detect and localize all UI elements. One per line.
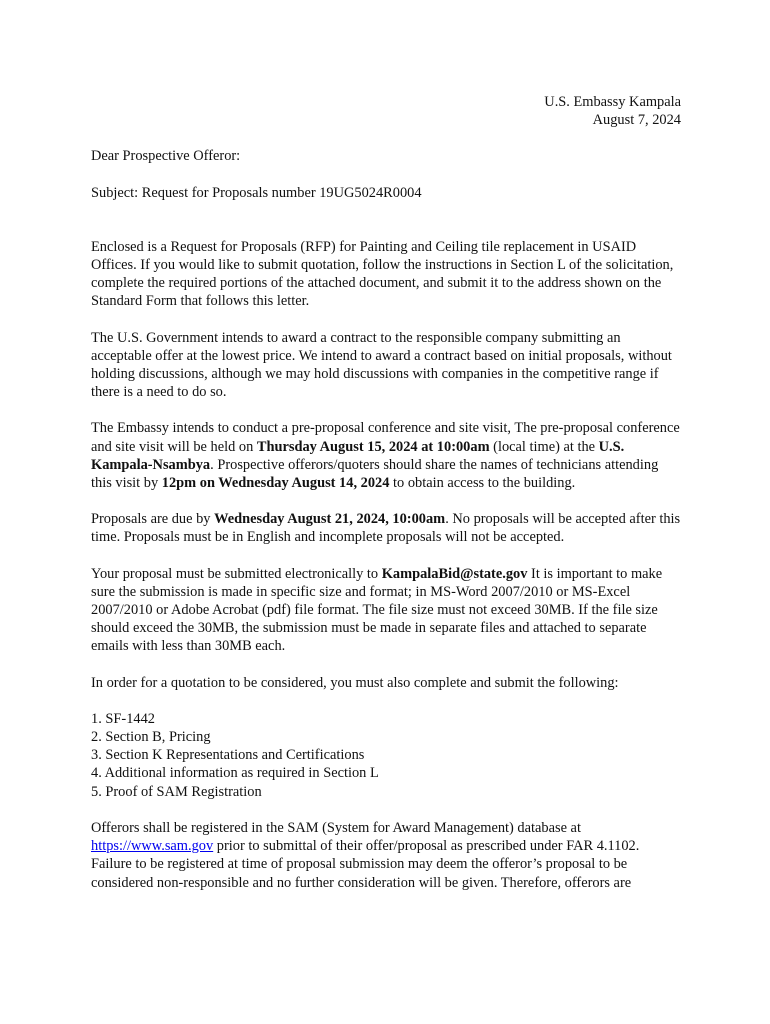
paragraph-rfp-intro: Enclosed is a Request for Proposals (RFP) for Painting and Ceiling tile replacement in USAID Offices. If you would like to submit quotation, follow the instructions in Section L of the solicitation, complete the required portions of the attached document, and submit it to the address shown on the Standard Form that follows this letter. <box>91 238 674 310</box>
sam-text-1: Offerors shall be registered in the SAM (System for Award Management) database at <box>91 819 581 836</box>
site-visit-date: Thursday August 15, 2024 at 10:00am <box>256 438 490 455</box>
paragraph-award-intent: The U.S. Government intends to award a contract to the responsible company submitting an acceptable offer at the lowest price. We intend to award a contract based on initial proposals, without holding discussions, although we may hold discussions with companies in the competitive range if there is a need to do so. <box>91 329 672 401</box>
paragraph-requirements-intro: In order for a quotation to be considered, you must also complete and submit the following: <box>91 674 619 691</box>
subject-line: Subject: Request for Proposals number 19UG5024R0004 <box>91 184 422 201</box>
date-line: August 7, 2024 <box>592 112 681 129</box>
letter-page <box>91 93 681 892</box>
sender-line: U.S. Embassy Kampala <box>544 94 681 110</box>
site-visit-text-1: The Embassy intends to conduct a pre-proposal conference and site visit, The pre-proposal conference and site visit will be held on <box>91 420 680 455</box>
due-date: Wednesday August 21, 2024, 10:00am <box>214 511 446 528</box>
requirements-list <box>91 710 681 801</box>
site-visit-text-4: to obtain access to the building. <box>389 475 576 492</box>
sam-text-2: prior to submittal of their offer/proposal as prescribed under FAR 4.1102. Failure to be registered at time of proposal submission may deem the offeror’s proposal to be considered non-responsible and no further consideration will be given. Therefore, offerors are <box>91 838 640 891</box>
paragraph-sam-registration <box>91 819 681 892</box>
list-item: 3. Section K Representations and Certifications <box>91 747 365 764</box>
sam-link[interactable]: https://www.sam.gov <box>91 838 214 855</box>
list-item: 2. Section B, Pricing <box>91 729 211 746</box>
paragraph-submission <box>91 565 681 656</box>
list-item: 5. Proof of SAM Registration <box>91 783 262 800</box>
paragraph-site-visit <box>91 419 681 492</box>
site-visit-text-3: . Prospective offerors/quoters should share the names of technicians attending this visit by <box>91 456 659 492</box>
salutation: Dear Prospective Offeror: <box>91 148 241 165</box>
list-item: 1. SF-1442 <box>91 710 155 727</box>
list-item: 4. Additional information as required in Section L <box>91 765 379 782</box>
due-text-2: . No proposals will be accepted after this time. Proposals must be in English and incomplete proposals will not be accepted. <box>91 511 681 546</box>
site-visit-text-2: (local time) at the <box>489 438 599 455</box>
submission-email: KampalaBid@state.gov <box>381 565 528 582</box>
site-visit-location: U.S. Kampala-Nsambya <box>91 438 625 473</box>
site-visit-deadline: 12pm on Wednesday August 14, 2024 <box>161 475 390 492</box>
letter-header <box>91 93 681 129</box>
due-text-1: Proposals are due by <box>91 511 215 528</box>
submission-text-1: Your proposal must be submitted electronically to <box>91 565 382 582</box>
paragraph-due-date <box>91 510 681 546</box>
submission-text-2: It is important to make sure the submission is made in specific size and format; in MS-Word 2007/2010 or MS-Excel 2007/2010 or Adobe Acrobat (pdf) file format. The file size must not exceed 30MB. If the file size should exceed the 30MB, the submission must be made in separate files and attached to separate emails with less than 30MB each. <box>91 565 663 655</box>
